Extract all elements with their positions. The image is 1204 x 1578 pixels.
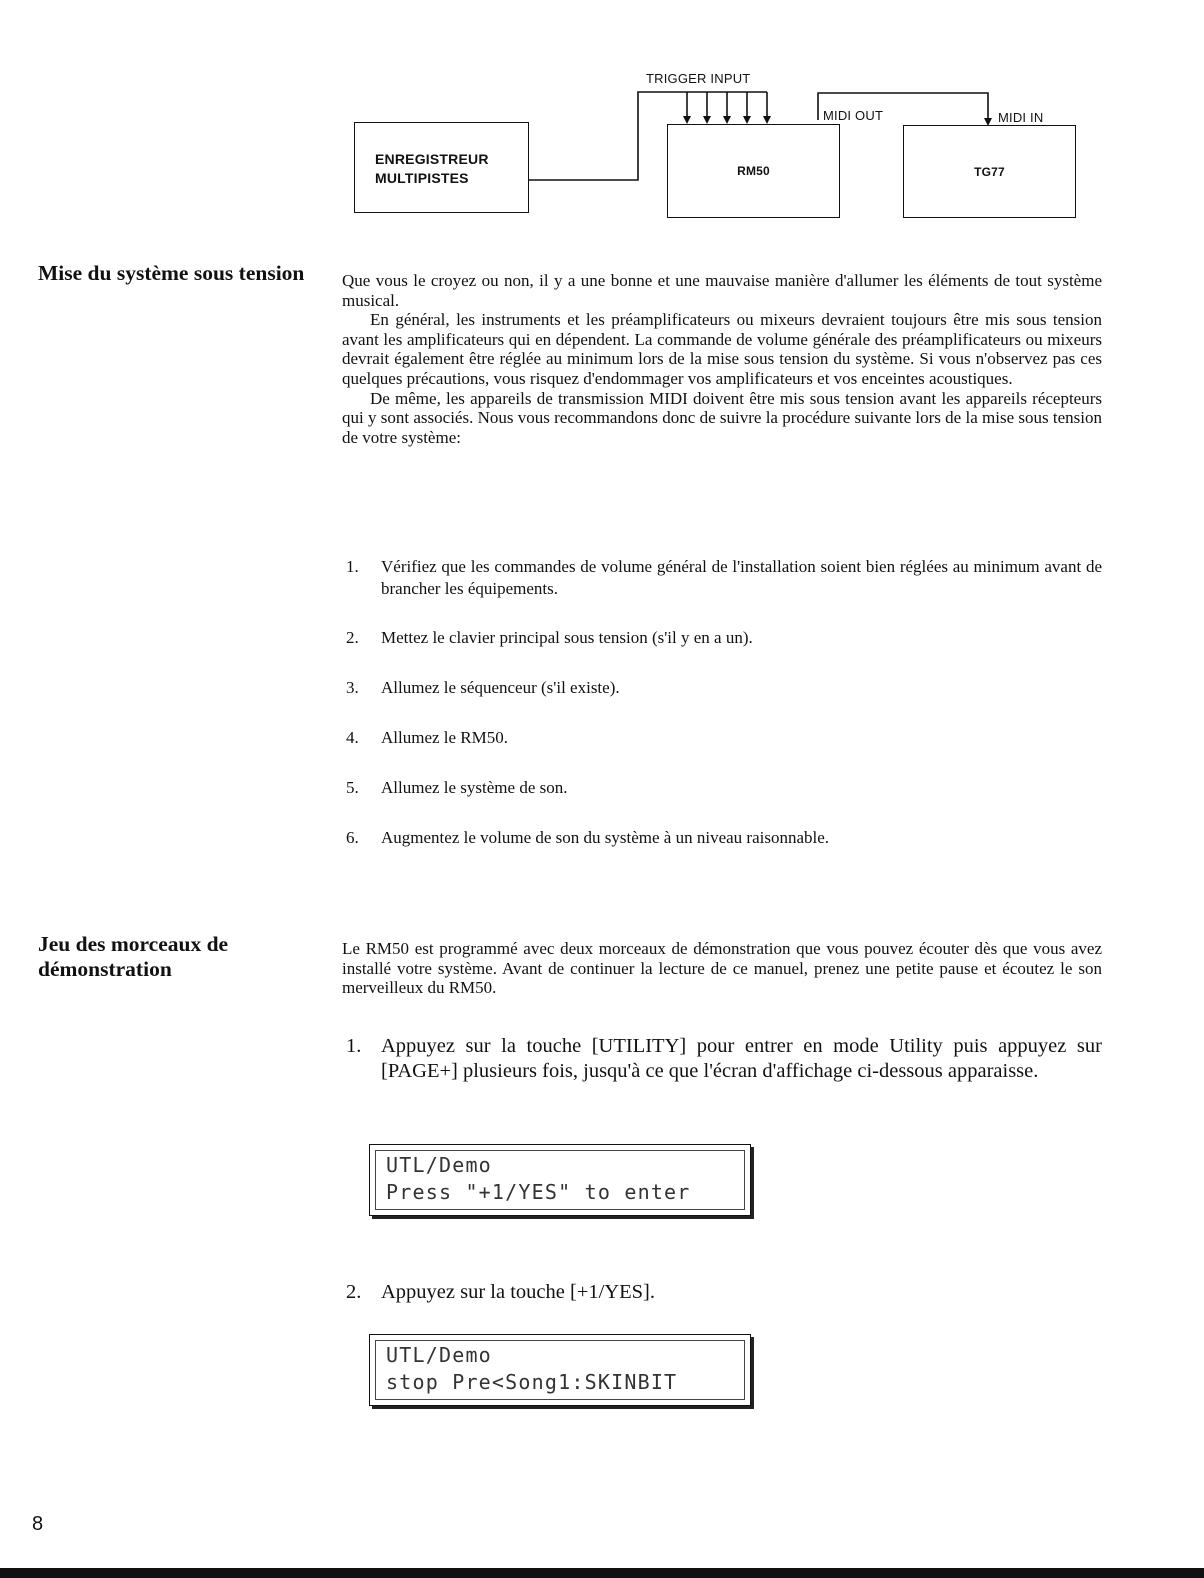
power-step-6: [346, 827, 1102, 849]
power-paragraph-3: De même, les appareils de transmission MIDI doivent être mis sous tension avant les appareils récepteurs qui y sont associés. Nous vous recommandons donc de suivre la procédure suivante lors de la mise sous tension de votre système:: [342, 388, 1102, 447]
step-number: 2.: [346, 628, 359, 647]
recorder-label-line1: ENREGISTREUR: [375, 151, 489, 167]
lcd-line-1: UTL/Demo: [386, 1153, 492, 1177]
midi-out-label: MIDI OUT: [823, 108, 884, 123]
step-number: 6.: [346, 828, 359, 847]
page-number: 8: [32, 1513, 44, 1535]
power-section-body: [342, 271, 1102, 447]
step-number: 2.: [346, 1281, 362, 1303]
step-number: 4.: [346, 728, 359, 747]
step-text: Allumez le séquenceur (s'il existe).: [381, 678, 620, 697]
connection-diagram: [0, 0, 1204, 230]
rm50-box: [667, 124, 840, 218]
bottom-rule: [0, 1568, 1204, 1578]
step-text: Allumez le RM50.: [381, 728, 509, 747]
demo-step-1: [346, 1034, 1102, 1084]
tg77-label: TG77: [974, 165, 1005, 179]
demo-section-heading: [38, 932, 228, 982]
step-text: Appuyez sur la touche [UTILITY] pour entrer en mode Utility puis appuyez sur [PAGE+] plusieurs fois, jusqu'à ce que l'écran d'affichage ci-dessous apparaisse.: [381, 1035, 1102, 1082]
lcd-line-1: UTL/Demo: [386, 1343, 492, 1367]
lcd-display-2: [369, 1334, 751, 1406]
rm50-label: RM50: [737, 164, 770, 178]
step-text: Allumez le système de son.: [381, 778, 568, 797]
trigger-input-label: TRIGGER INPUT: [646, 71, 751, 86]
recorder-label-line2: MULTIPISTES: [375, 170, 469, 186]
lcd-display-1: [369, 1144, 751, 1216]
power-step-4: [346, 727, 1102, 749]
midi-in-label: MIDI IN: [998, 110, 1044, 125]
step-text: Appuyez sur la touche [+1/YES].: [381, 1281, 656, 1303]
power-step-3: [346, 677, 1102, 699]
lcd-line-2: Press "+1/YES" to enter: [386, 1180, 691, 1204]
demo-heading-line-2: démonstration: [38, 957, 172, 981]
power-paragraph-1: Que vous le croyez ou non, il y a une bonne et une mauvaise manière d'allumer les éléments de tout système musical.: [342, 271, 1102, 310]
power-paragraph-2: En général, les instruments et les préamplificateurs ou mixeurs devraient toujours être mis sous tension avant les amplificateurs qui en dépendent. La commande de volume générale des préamplificateurs ou mixeurs devrait également être réglée au minimum lors de la mise sous tension du système. Si vous n'observez pas ces quelques précautions, vous risquez d'endommager vos amplificateurs et vos enceintes acoustiques.: [342, 310, 1102, 388]
step-text: Augmentez le volume de son du système à un niveau raisonnable.: [381, 828, 830, 847]
demo-paragraph-1: Le RM50 est programmé avec deux morceaux de démonstration que vous pouvez écouter dès que vous avez installé votre système. Avant de continuer la lecture de ce manuel, prenez une petite pause et écoutez le son merveilleux du RM50.: [342, 939, 1102, 998]
step-number: 3.: [346, 678, 359, 697]
tg77-box: [903, 125, 1076, 218]
recorder-box: [354, 122, 529, 213]
step-number: 5.: [346, 778, 359, 797]
lcd-line-2: stop Pre<Song1:SKINBIT: [386, 1370, 678, 1394]
step-text: Vérifiez que les commandes de volume général de l'installation soient bien réglées au minimum avant de brancher les équipements.: [381, 557, 1102, 598]
power-section-heading: Mise du système sous tension: [38, 261, 305, 285]
power-step-5: [346, 777, 1102, 799]
step-text: Mettez le clavier principal sous tension (s'il y en a un).: [381, 628, 753, 647]
demo-step-2: [346, 1280, 1102, 1305]
step-number: 1.: [346, 1035, 362, 1057]
step-number: 1.: [346, 557, 359, 576]
power-step-1: [346, 556, 1102, 600]
power-step-2: [346, 627, 1102, 649]
demo-heading-line-1: Jeu des morceaux de: [38, 932, 229, 956]
